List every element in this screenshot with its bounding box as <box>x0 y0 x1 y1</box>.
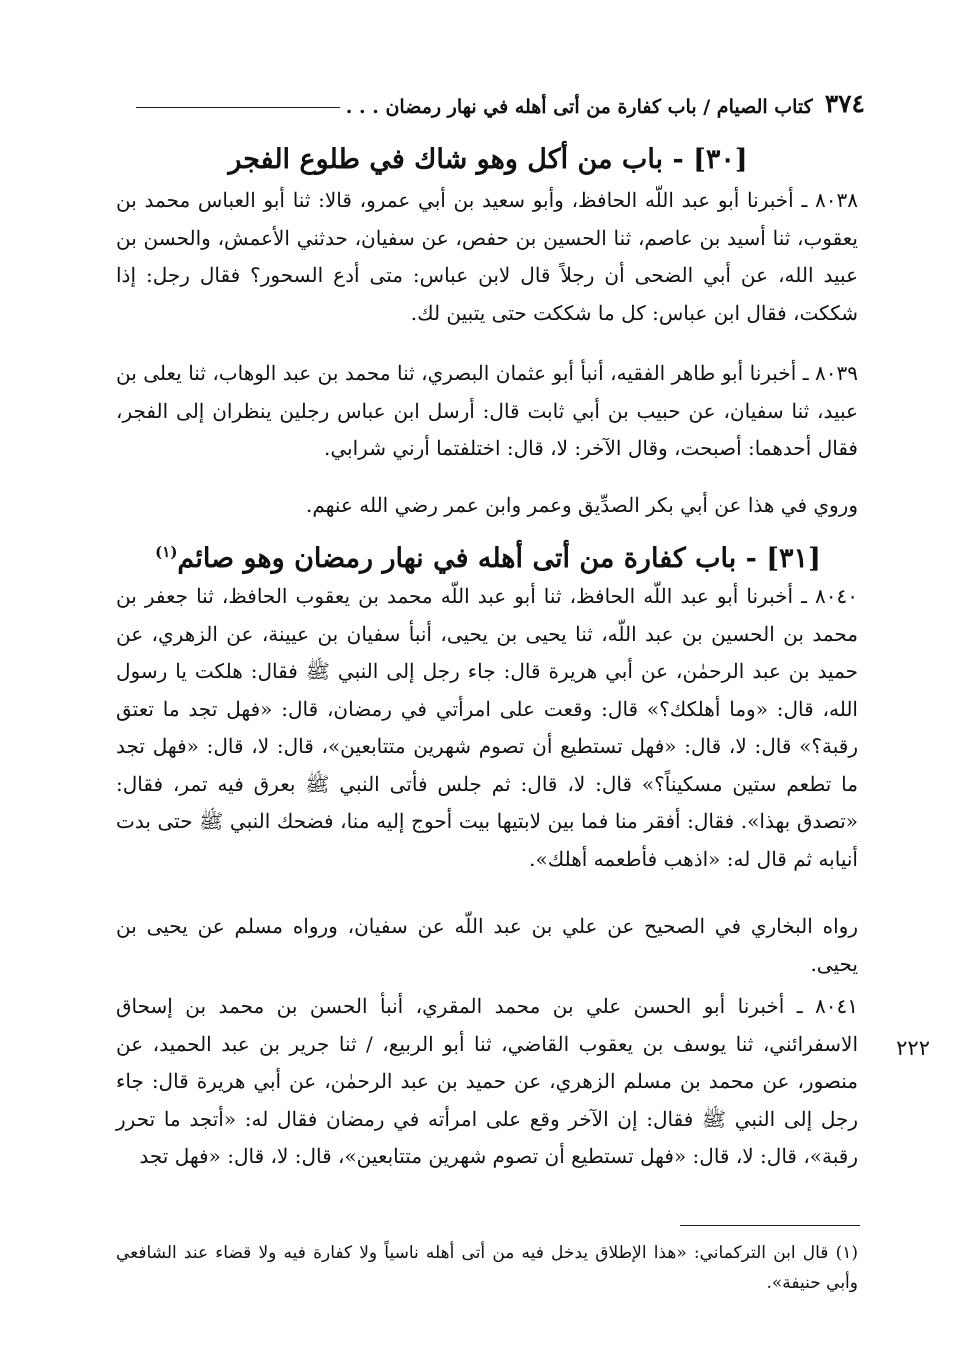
page-number: ٣٧٤ <box>824 89 865 118</box>
header-rule <box>136 107 340 108</box>
hadith-8038: ٨٠٣٨ ـ أخبرنا أبو عبد اللّه الحافظ، وأبو سعيد بن أبي عمرو، قالا: ثنا أبو العباس محمد بن يعقوب، ثنا أسيد بن عاصم، ثنا الحسين بن حفص، عن سفيان، حدثني الأعمش، والحسن بن عبيد الله، عن أبي الضحى أن رجلاً قال لابن عباس: متى أدع السحور؟ فقال رجل: إذا شككت، فقال ابن عباس: كل ما شككت حتى يتبين لك. <box>116 188 859 325</box>
footnote-marker: (١) <box>155 543 178 561</box>
hadith-8039: ٨٠٣٩ ـ أخبرنا أبو طاهر الفقيه، أنبأ أبو عثمان البصري، ثنا محمد بن عبد الوهاب، ثنا يعلى بن عبيد، ثنا سفيان، عن حبيب بن أبي ثابت قال: أرسل ابن عباس رجلين ينظران إلى الفجر، فقال أحدهما: أصبحت، وقال الآخر: لا، قال: اختلفتما أرني شرابي. <box>116 361 858 460</box>
margin-folio-number: ٢٢٢ <box>896 1036 930 1060</box>
chapter-title-30: [٣٠] - باب من أكل وهو شاك في طلوع الفجر <box>228 144 748 175</box>
hadith-8041: ٨٠٤١ ـ أخبرنا أبو الحسن علي بن محمد المقري، أنبأ الحسن بن محمد بن إسحاق الاسفرائني، ثنا يوسف بن يعقوب القاضي، ثنا أبو الربيع، / ثنا جرير بن عبد الحميد، عن منصور، عن محمد بن مسلم الزهري، عن حميد بن عبد الرحمٰن، عن أبي هريرة قال: جاء رجل إلى النبي ﷺ فقال: إن الآخر وقع على امرأته في رمضان فقال له: «أتجد ما تحرر رقبة»، قال: لا، قال: «فهل تستطيع أن تصوم شهرين متتابعين»، قال: لا، قال: «فهل تجد <box>116 994 858 1168</box>
footnote-1: (١) قال ابن التركماني: «هذا الإطلاق يدخل فيه من أتى أهله ناسياً ولا كفارة فيه ولا قضاء عند الشافعي وأبي حنيفة». <box>116 1243 858 1293</box>
narration-note: وروي في هذا عن أبي بكر الصدِّيق وعمر وابن عمر رضي الله عنهم. <box>306 493 858 517</box>
chapter-title-31: [٣١] - باب كفارة من أتى أهله في نهار رمضان وهو صائم$^{(١)}$ <box>155 543 821 574</box>
running-title: كتاب الصيام / باب كفارة من أتى أهله في نهار رمضان . . . <box>345 96 813 118</box>
hadith-8040: ٨٠٤٠ ـ أخبرنا أبو عبد اللّه الحافظ، ثنا أبو عبد اللّه محمد بن يعقوب الحافظ، ثنا جعفر بن محمد بن الحسين بن عبد اللّه، ثنا يحيى بن يحيى، أنبأ سفيان بن عيينة، عن الزهري، عن حميد بن عبد الرحمٰن، عن أبي هريرة قال: جاء رجل إلى النبي ﷺ فقال: هلكت يا رسول الله، قال: «وما أهلكك؟» قال: وقعت على امرأتي في رمضان، قال: «فهل تجد ما تعتق رقبة؟» قال: لا، قال: «فهل تستطيع أن تصوم شهرين متتابعين»، قال: لا، قال: «فهل تجد ما تطعم ستين مسكيناً؟» قال: لا، قال: ثم جلس فأتى النبي ﷺ بعرق فيه تمر، فقال: «تصدق بهذا». فقال: أفقر منا فما بين لابتيها بيت أحوج إليه منا، فضحك النبي ﷺ حتى بدت أنيابه ثم قال له: «اذهب فأطعمه أهلك». <box>116 584 858 871</box>
footnote-rule <box>680 1225 860 1226</box>
bukhari-muslim-note: رواه البخاري في الصحيح عن علي بن عبد اللّه عن سفيان، ورواه مسلم عن يحيى بن يحيى. <box>116 914 858 976</box>
page-header <box>130 78 865 118</box>
